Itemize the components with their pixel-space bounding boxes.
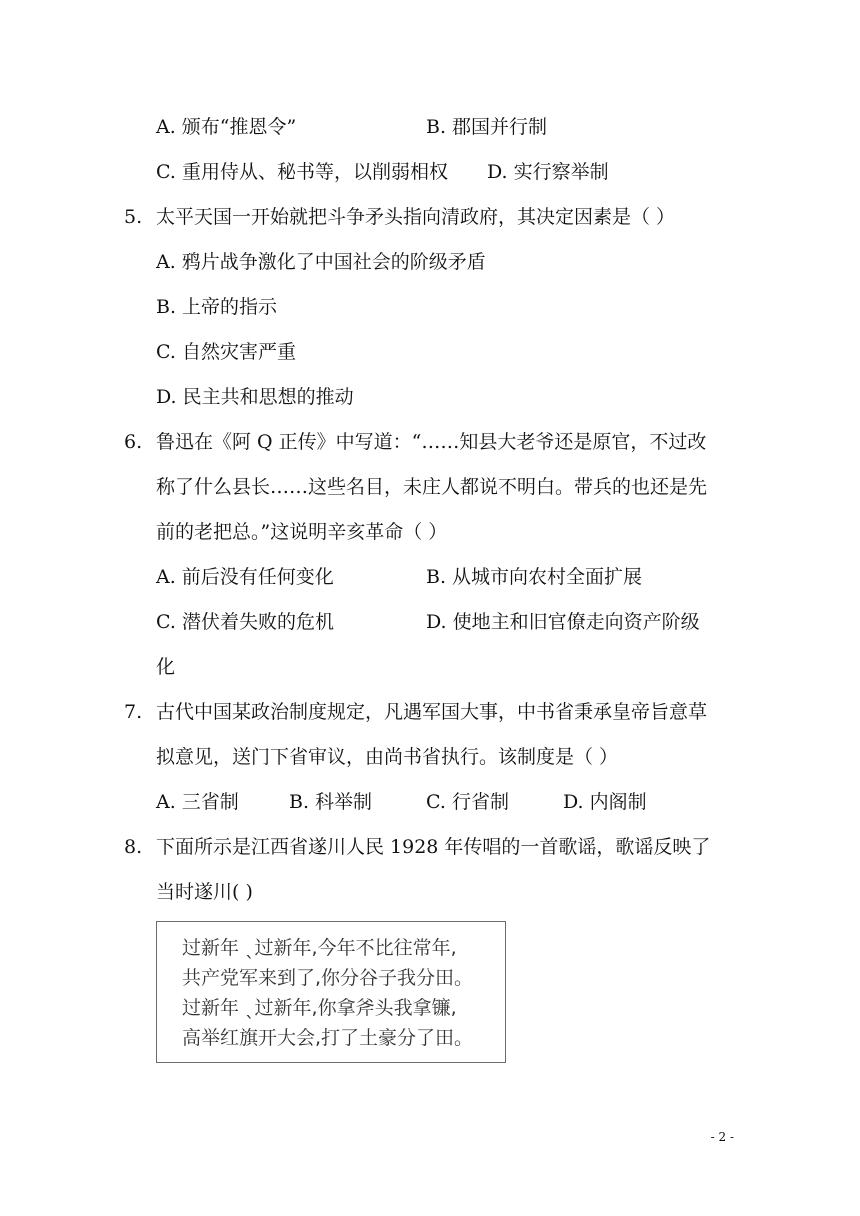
- q7-stem-line-1: 古代中国某政治制度规定，凡遇军国大事，中书省秉承皇帝旨意草: [156, 701, 708, 723]
- q6-stem-line-2: 称了什么县长……这些名目，未庄人都说不明白。带兵的也还是先: [156, 476, 708, 498]
- q5-number: 5.: [124, 206, 143, 228]
- q7-option-a: A. 三省制: [156, 791, 239, 813]
- q6-option-d: D. 使地主和旧官僚走向资产阶级: [426, 611, 700, 633]
- folk-song-line: 高举红旗开大会,打了土豪分了田。: [182, 1027, 474, 1049]
- q6-option-d-wrap: 化: [156, 656, 176, 678]
- q8-stem-line-2: 当时遂川( ): [156, 881, 253, 903]
- folk-song-box: [156, 921, 506, 1063]
- q5-stem: 太平天国一开始就把斗争矛头指向清政府，其决定因素是（ ）: [156, 206, 676, 228]
- q8-stem-line-1: 下面所示是江西省遂川人民 1928 年传唱的一首歌谣，歌谣反映了: [156, 836, 711, 858]
- q7-option-b: B. 科举制: [289, 791, 373, 813]
- q8-number: 8.: [124, 836, 143, 858]
- q7-stem-line-2: 拟意见，送门下省审议，由尚书省执行。该制度是（ ）: [156, 746, 619, 768]
- q6-option-c: C. 潜伏着失败的危机: [156, 611, 334, 633]
- folk-song-line: 共产党军来到了,你分谷子我分田。: [182, 967, 474, 989]
- q5-option-d: D. 民主共和思想的推动: [156, 386, 354, 408]
- page-number: - 2 -: [710, 1130, 734, 1144]
- q6-option-a: A. 前后没有任何变化: [156, 566, 334, 588]
- q4-option-b: B. 郡国并行制: [426, 116, 548, 138]
- q7-option-d: D. 内阁制: [563, 791, 647, 813]
- q6-number: 6.: [124, 431, 143, 453]
- q4-option-a: A. 颁布“推恩令”: [156, 116, 297, 138]
- q7-number: 7.: [124, 701, 143, 723]
- q6-option-b: B. 从城市向农村全面扩展: [426, 566, 643, 588]
- q7-option-c: C. 行省制: [426, 791, 509, 813]
- q4-option-c: C. 重用侍从、秘书等，以削弱相权: [156, 161, 448, 183]
- q5-option-b: B. 上帝的指示: [156, 296, 278, 318]
- q5-option-c: C. 自然灾害严重: [156, 341, 296, 363]
- q6-stem-line-1: 鲁迅在《阿 Q 正传》中写道：“……知县大老爷还是原官，不过改: [156, 431, 707, 453]
- q6-stem-line-3: 前的老把总。”这说明辛亥革命（ ）: [156, 521, 448, 543]
- q5-option-a: A. 鸦片战争激化了中国社会的阶级矛盾: [156, 251, 486, 273]
- folk-song-line: 过新年 ˎ过新年,你拿斧头我拿镰,: [182, 997, 457, 1019]
- folk-song-line: 过新年 ˎ过新年,今年不比往常年,: [182, 937, 457, 959]
- q4-option-d: D. 实行察举制: [487, 161, 609, 183]
